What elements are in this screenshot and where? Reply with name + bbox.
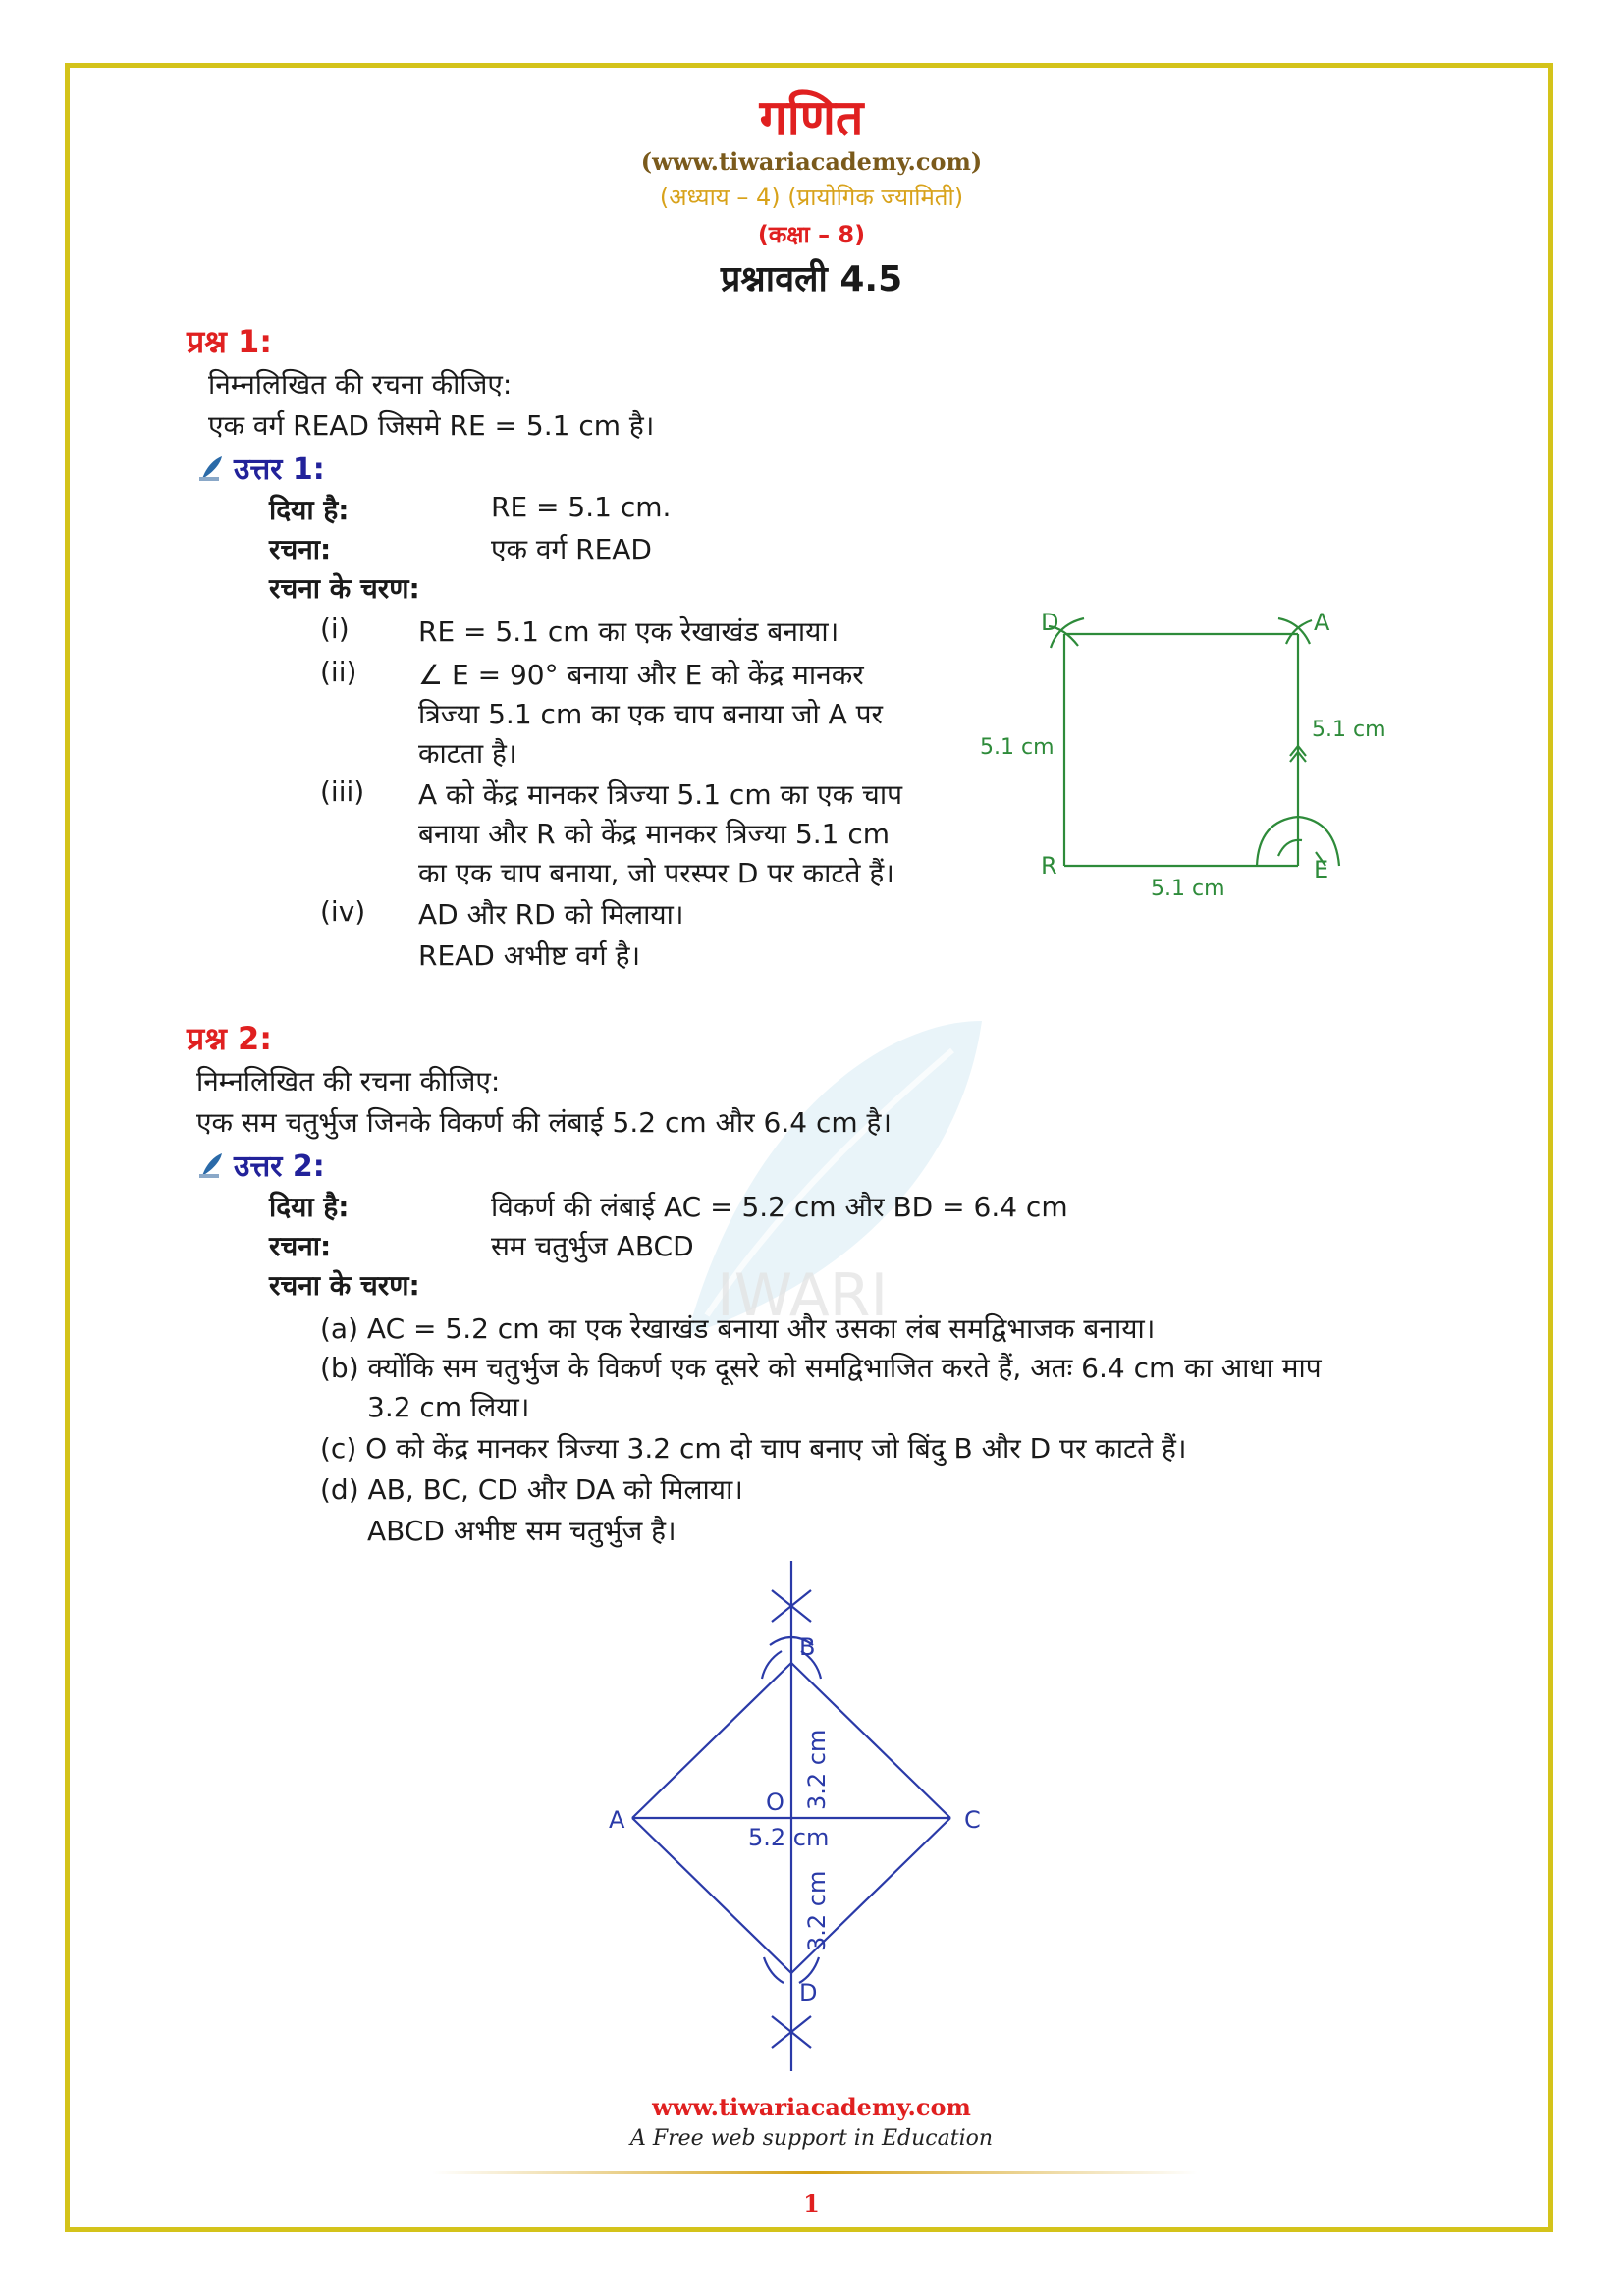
- steps-label: रचना के चरण:: [269, 572, 420, 605]
- given-label: दिया है:: [269, 1191, 350, 1223]
- question-2-line: एक सम चतुर्भुज जिनके विकर्ण की लंबाई 5.2 cm और 6.4 cm है।: [196, 1106, 893, 1139]
- quill-icon: [196, 454, 226, 483]
- step-text: का एक चाप बनाया, जो परस्पर D पर काटते हैं।: [418, 857, 894, 889]
- page-title: गणित: [759, 89, 864, 146]
- step-text: (c) O को केंद्र मानकर त्रिज्या 3.2 cm दो चाप बनाए जो बिंदु B और D पर काटते हैं।: [320, 1432, 1187, 1465]
- answer-2-heading: उत्तर 2:: [234, 1149, 325, 1184]
- step-text: त्रिज्या 5.1 cm का एक चाप बनाया जो A पर: [418, 698, 884, 730]
- label-o: O: [766, 1789, 784, 1816]
- step-text: RE = 5.1 cm का एक रेखाखंड बनाया।: [418, 615, 839, 648]
- construction-label: रचना:: [269, 533, 332, 565]
- answer-1-heading: उत्तर 1:: [234, 453, 325, 487]
- steps-label: रचना के चरण:: [269, 1269, 420, 1302]
- step-number: (iv): [320, 895, 366, 928]
- label-d: D: [1041, 609, 1059, 636]
- label-ac-length: 5.2 cm: [748, 1824, 830, 1851]
- label-a: A: [609, 1806, 625, 1834]
- given-value: विकर्ण की लंबाई AC = 5.2 cm और BD = 6.4 cm: [491, 1191, 1068, 1223]
- step-text: A को केंद्र मानकर त्रिज्या 5.1 cm का एक चाप: [418, 778, 902, 811]
- step-text: AD और RD को मिलाया।: [418, 898, 684, 931]
- question-2-heading: प्रश्न 2:: [187, 1020, 273, 1057]
- step-number: (iii): [320, 775, 365, 808]
- label-right-side: 5.1 cm: [1312, 718, 1386, 742]
- footer-divider: [432, 2171, 1198, 2174]
- label-r: R: [1041, 852, 1057, 880]
- step-text: (a) AC = 5.2 cm का एक रेखाखंड बनाया और उसका लंब समद्विभाजक बनाया।: [320, 1312, 1156, 1345]
- step-text: (b) क्योंकि सम चतुर्भुज के विकर्ण एक दूसरे को समद्विभाजित करते हैं, अतः 6.4 cm का आधा माप: [320, 1352, 1322, 1384]
- exercise-heading: प्रश्नावली 4.5: [720, 259, 903, 299]
- chapter-heading: (अध्याय – 4) (प्रायोगिक ज्यामिती): [659, 184, 964, 211]
- question-1-line: एक वर्ग READ जिसमे RE = 5.1 cm है।: [208, 409, 655, 442]
- label-left-side: 5.1 cm: [980, 735, 1055, 760]
- step-text: बनाया और R को केंद्र मानकर त्रिज्या 5.1 cm: [418, 818, 891, 850]
- question-1-heading: प्रश्न 1:: [187, 323, 273, 360]
- step-text: (d) AB, BC, CD और DA को मिलाया।: [320, 1473, 743, 1506]
- step-text: 3.2 cm लिया।: [367, 1391, 530, 1423]
- label-bottom-side: 5.1 cm: [1151, 877, 1225, 901]
- label-a: A: [1314, 609, 1330, 636]
- step-text: READ अभीष्ट वर्ग है।: [418, 939, 641, 972]
- step-number: (ii): [320, 656, 357, 688]
- rhombus-abcd-figure: [589, 1551, 1001, 2081]
- footer-tagline: A Free web support in Education: [629, 2126, 994, 2151]
- step-text: ∠ E = 90° बनाया और E को केंद्र मानकर: [418, 659, 864, 691]
- given-label: दिया है:: [269, 494, 350, 526]
- square-read-figure: [962, 589, 1414, 913]
- step-text: काटता है।: [418, 737, 517, 770]
- svg-text:IWARI: IWARI: [717, 1261, 889, 1330]
- label-od-length: 3.2 cm: [803, 1870, 831, 1951]
- label-b: B: [799, 1633, 816, 1661]
- page-number: 1: [803, 2189, 820, 2217]
- footer-website: www.tiwariacademy.com: [652, 2093, 971, 2121]
- class-heading: (कक्षा – 8): [757, 221, 866, 248]
- header-website: (www.tiwariacademy.com): [640, 147, 983, 176]
- construction-value: एक वर्ग READ: [491, 533, 652, 565]
- step-number: (i): [320, 613, 350, 645]
- given-value: RE = 5.1 cm.: [491, 491, 672, 523]
- step-text: ABCD अभीष्ट सम चतुर्भुज है।: [367, 1515, 676, 1547]
- label-ob-length: 3.2 cm: [803, 1729, 831, 1810]
- question-1-line: निम्नलिखित की रचना कीजिए:: [208, 368, 513, 400]
- quill-icon: [196, 1150, 226, 1180]
- construction-label: रचना:: [269, 1230, 332, 1262]
- label-d: D: [799, 1979, 818, 2006]
- label-c: C: [964, 1806, 981, 1834]
- label-e: E: [1314, 856, 1329, 883]
- question-2-line: निम्नलिखित की रचना कीजिए:: [196, 1065, 501, 1097]
- construction-value: सम चतुर्भुज ABCD: [491, 1230, 694, 1262]
